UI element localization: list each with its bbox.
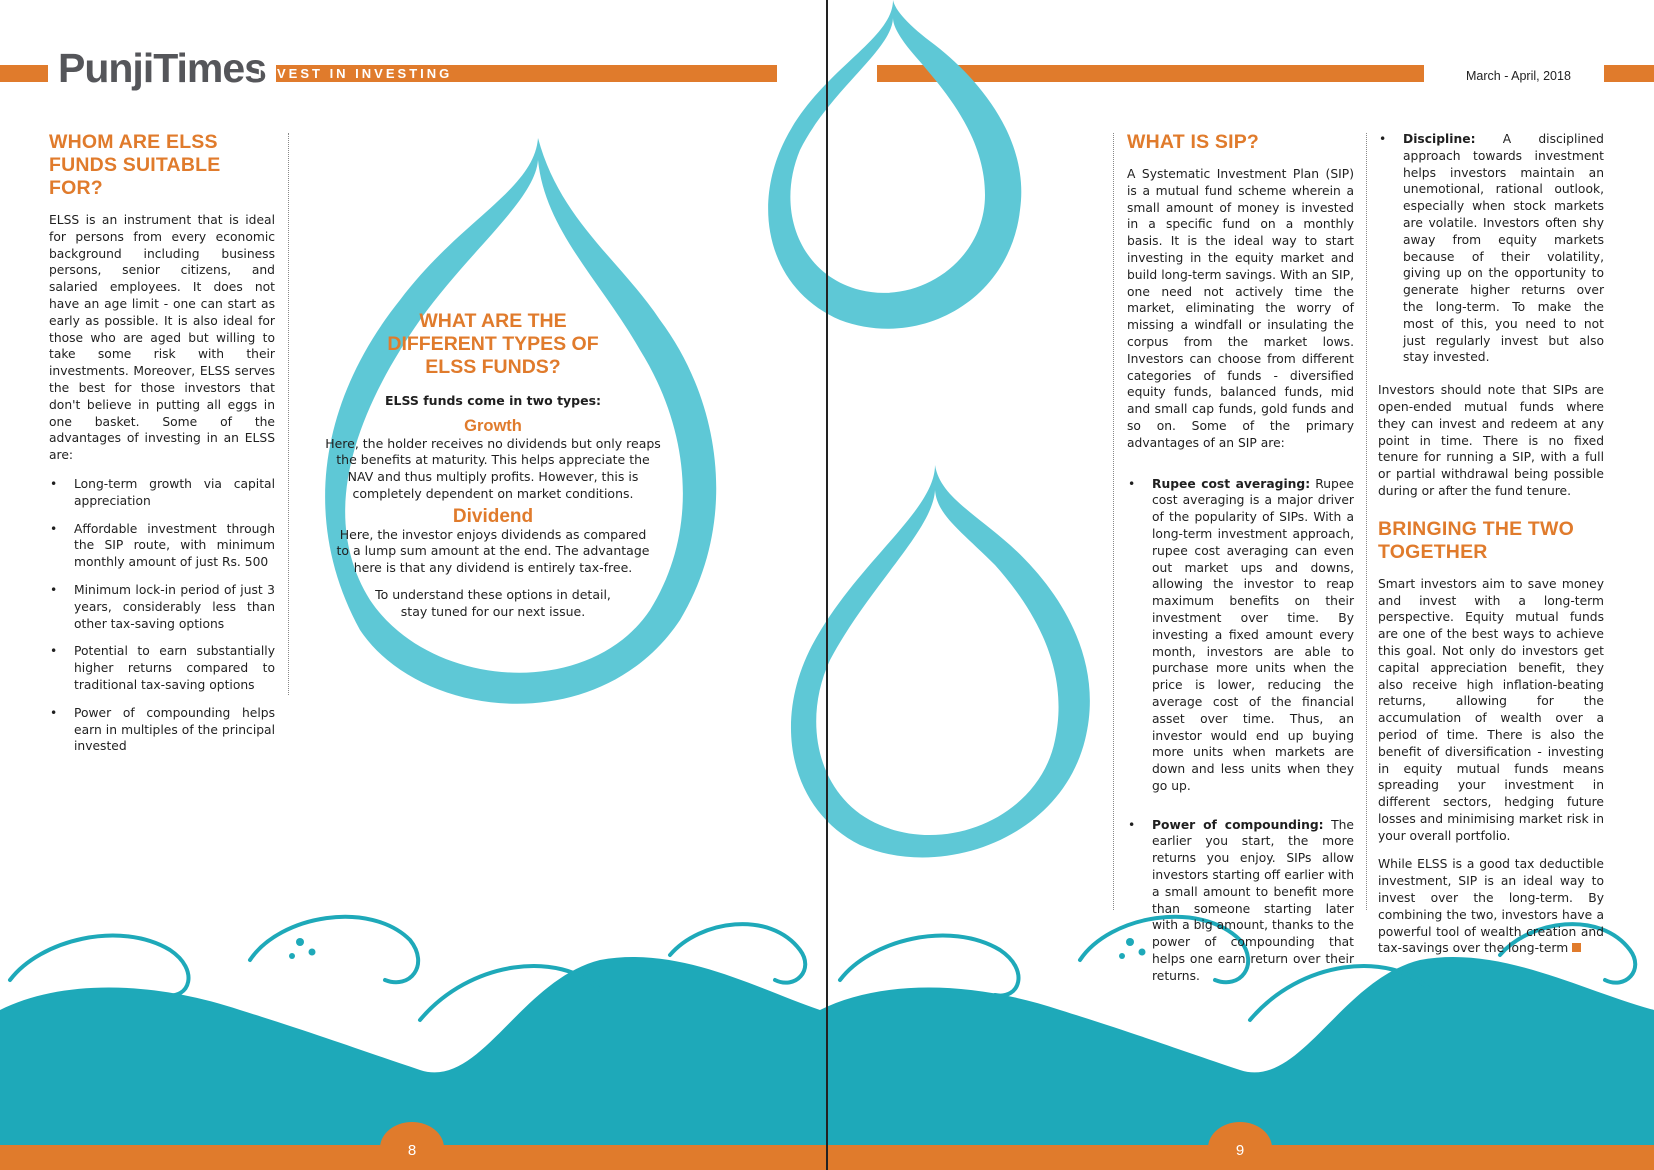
- growth-text: Here, the holder receives no dividends but only reaps the benefits at maturity. This helps appreciate the NAV and thus multiply profits. However, this is completely dependent on market conditions.: [325, 435, 661, 501]
- bullet-label: Power of compounding:: [1152, 817, 1324, 832]
- wave-curl-icon: [840, 936, 1019, 996]
- right-column-divider: [1366, 133, 1367, 910]
- bullet-label: Rupee cost averaging:: [1152, 476, 1311, 491]
- sip-note: Investors should note that SIPs are open-ended mutual funds where they can invest and redeem at any point in time. There is no fixed tenure for running a SIP, with a full or partial withdrawal being possible during or after the fund tenure.: [1378, 383, 1604, 498]
- bullet-text: The earlier you start, the more returns you enjoy. SIPs allow investors starting off earlier with a small amount to benefit more than someone starting later with a big amount, thanks to the power of compounding that helps one earn return over their returns.: [1152, 817, 1354, 983]
- drop-heading: WHAT ARE THE DIFFERENT TYPES OF ELSS FUNDS?: [387, 310, 599, 378]
- bullet-text: A disciplined approach towards investment helps investors maintain an unemotional, rational outlook, especially when stock markets are volatile. Investors often shy away from equity markets because of their volatility, giving up on the opportunity to generate higher returns over the long-term. To make the most of this, you need to not just regularly invest but also stay invested.: [1403, 132, 1604, 365]
- drop-subheading: ELSS funds come in two types:: [384, 393, 602, 408]
- bullet-text: Rupee cost averaging is a major driver of the popularity of SIPs. With a long-term investment approach, rupee cost averaging can even out market ups and downs, allowing the investor to reap maximum benefits on their investment over time. By investing a fixed amount every month, investors are able to purchase more units when the price is lower, reducing the average cost of the financial asset over time. Thus, an investor would end up buying more units when markets are down and less units when they go up.: [1152, 476, 1354, 793]
- page-spine: [826, 0, 828, 1170]
- sip-column-divider: [1113, 133, 1114, 910]
- left-column: [49, 131, 275, 766]
- page-number-left: 8: [407, 1142, 417, 1159]
- left-intro: ELSS is an instrument that is ideal for persons from every economic background including business persons, senior citizens, and salaried employees. It does not have an age limit - one can start as early as possible. It is also ideal for those who are aged but willing to take some risk with their investments. Moreover, ELSS serves the best for those investors that don't believe in putting all eggs in one basket. Some of the advantages of investing in an ELSS are:: [49, 213, 275, 463]
- issue-date: March - April, 2018: [1466, 69, 1571, 83]
- list-item: • Affordable investment through the SIP route, with minimum monthly amount of just Rs. 500: [49, 521, 275, 571]
- top-drop-icon: [768, 0, 1021, 329]
- wave-curl-icon: [10, 936, 189, 996]
- list-item: • Long-term growth via capital appreciation: [49, 476, 275, 510]
- wave-curl-icon: [250, 917, 418, 982]
- sip-intro: A Systematic Investment Plan (SIP) is a mutual fund scheme wherein a small amount of money is invested in a specific fund on a monthly basis. It is the ideal way to start investing in the equity market and build long-term savings. With an SIP, one need not actively time the market, eliminating the worry of missing a windfall or insulating the corpus from the market lows. Investors can choose from different categories of funds - diversified equity funds, balanced funds, mid and small cap funds, gold funds and so on. Some of the primary advantages of an SIP are:: [1127, 167, 1354, 450]
- list-item: • Power of compounding helps earn in multiples of the principal invested: [49, 705, 275, 755]
- together-para-1: Smart investors aim to save money and invest with a long-term perspective. Equity mutual funds are one of the best ways to achieve this goal. Not only do investors get capital appreciation benefit, they also receive high inflation-beating returns, allowing for the accumulation of wealth over a period of time. There is also the benefit of diversification - investing in equity mutual funds means spreading your investment in different sectors, hedging future losses and minimising market risk in your overall portfolio.: [1378, 576, 1604, 843]
- together-para-2-text: While ELSS is a good tax deductible investment, SIP is an ideal way to invest over the long-term. By combining the two, investors have a powerful tool of wealth creation and tax-savings over the long-term: [1378, 857, 1604, 956]
- together-heading: BRINGING THE TWO TOGETHER: [1378, 517, 1575, 563]
- list-item: [1127, 476, 1354, 795]
- publication-tagline: INVEST IN INVESTING: [258, 66, 453, 81]
- sip-heading: WHAT IS SIP?: [1127, 131, 1260, 153]
- left-heading: WHOM ARE ELSS FUNDS SUITABLE FOR?: [49, 131, 221, 199]
- middle-drop-icon: [791, 465, 1090, 857]
- growth-title: Growth: [464, 416, 522, 435]
- end-mark-icon: [1572, 943, 1581, 952]
- bullet-label: Discipline:: [1403, 132, 1476, 146]
- together-para-2: [1378, 856, 1604, 957]
- sip-column: [1127, 131, 1354, 996]
- page-number-right: 9: [1235, 1142, 1245, 1159]
- list-item: • Minimum lock-in period of just 3 years, considerably less than other tax-saving options: [49, 582, 275, 632]
- elss-types-panel: [323, 310, 663, 621]
- right-column: [1378, 131, 1604, 969]
- elss-advantages-list: [49, 476, 275, 755]
- publication-logo: PunjiTimes: [56, 45, 276, 92]
- sip-advantages-list: [1127, 476, 1354, 985]
- dividend-text: Here, the investor enjoys dividends as compared to a lump sum amount at the end. The advantage here is that any dividend is entirely tax-free.: [336, 526, 650, 576]
- list-item: [1127, 817, 1354, 985]
- list-item: [1378, 131, 1604, 366]
- left-column-divider: [288, 133, 289, 695]
- discipline-list: [1378, 131, 1604, 366]
- dividend-title: Dividend: [452, 505, 534, 527]
- list-item: • Potential to earn substantially higher returns compared to traditional tax-saving options: [49, 643, 275, 693]
- drop-footer: To understand these options in detail, stay tuned for our next issue.: [375, 586, 611, 619]
